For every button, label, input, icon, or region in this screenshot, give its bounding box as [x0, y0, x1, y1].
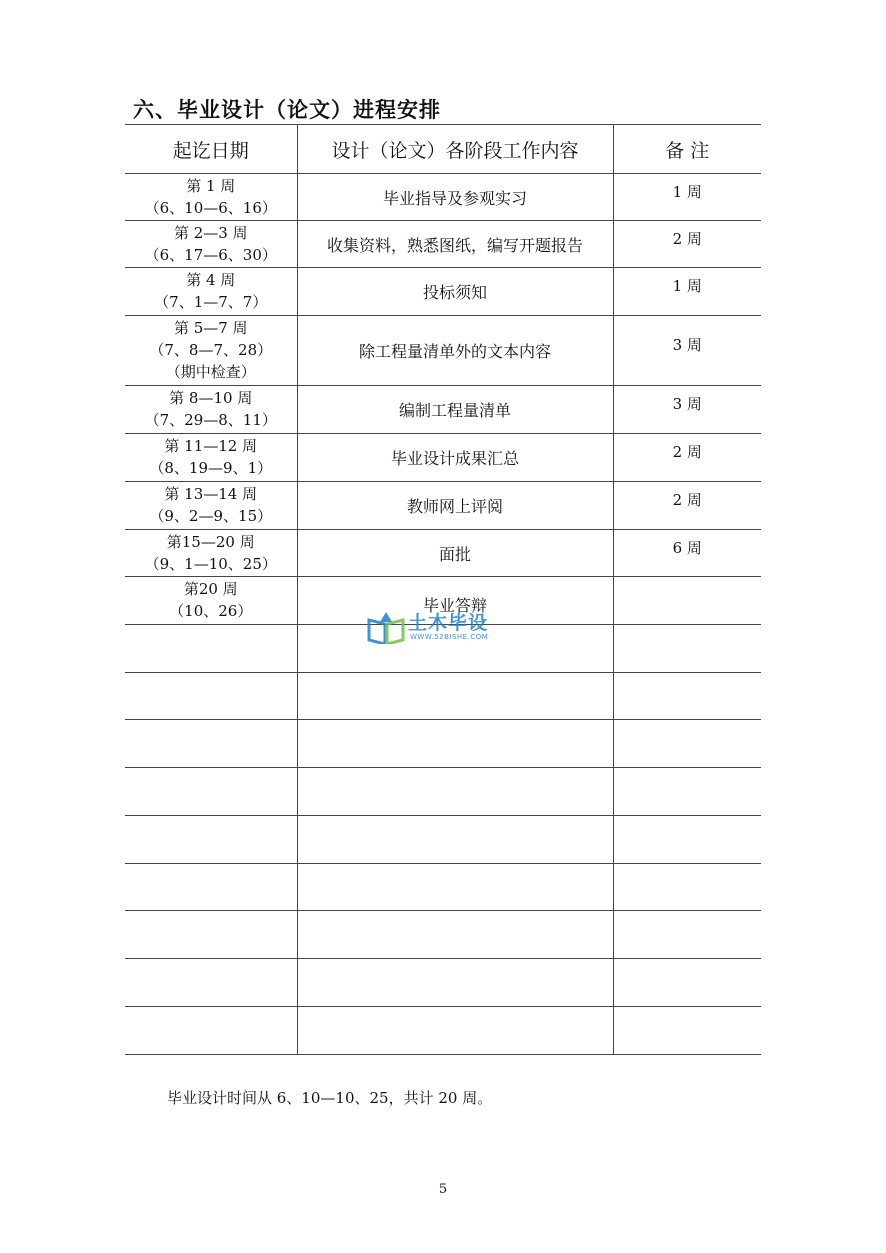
note-cell: 3 周: [613, 386, 761, 434]
note-cell: 6 周: [613, 530, 761, 577]
date-cell: [125, 386, 297, 434]
table-row: [125, 482, 761, 530]
week-label: 第 5—7 周: [173, 319, 248, 337]
table-row: [125, 268, 761, 316]
table-row: [125, 316, 761, 386]
date-range: （10、26）: [169, 602, 253, 620]
work-cell: 毕业设计成果汇总: [297, 434, 613, 482]
duration-note: 毕业设计时间从 6、10—10、25，共计 20 周。: [167, 1089, 493, 1107]
page-number: 5: [438, 1182, 448, 1197]
table-row: [125, 386, 761, 434]
empty-row: [125, 720, 761, 768]
table-header-row: [125, 125, 761, 174]
date-range: （8、19—9、1）: [149, 459, 273, 477]
note-cell: 1 周: [613, 174, 761, 221]
note-cell: 1 周: [613, 268, 761, 316]
work-cell: 面批: [297, 530, 613, 577]
empty-cell: [613, 673, 761, 720]
work-cell: 除工程量清单外的文本内容: [297, 316, 613, 386]
work-cell: 收集资料，熟悉图纸，编写开题报告: [297, 221, 613, 268]
week-label: 第20 周: [183, 580, 238, 598]
table-row: [125, 174, 761, 221]
note-cell: 2 周: [613, 482, 761, 530]
work-cell: 编制工程量清单: [297, 386, 613, 434]
week-label: 第 13—14 周: [164, 485, 258, 503]
date-cell: [125, 530, 297, 577]
empty-cell: [613, 720, 761, 768]
empty-cell: [125, 959, 297, 1007]
empty-cell: [125, 673, 297, 720]
work-cell: 毕业答辩: [297, 577, 613, 625]
midterm-note: （期中检查）: [165, 363, 256, 381]
empty-cell: [613, 864, 761, 911]
empty-cell: [297, 959, 613, 1007]
date-cell: [125, 268, 297, 316]
week-label: 第15—20 周: [166, 533, 255, 551]
watermark-text: 土木毕设: [408, 612, 489, 634]
week-label: 第 4 周: [186, 271, 236, 289]
empty-cell: [613, 816, 761, 864]
empty-cell: [125, 625, 297, 673]
book-icon: [366, 608, 406, 644]
table-row: [125, 221, 761, 268]
table-row: [125, 530, 761, 577]
week-label: 第 11—12 周: [164, 437, 258, 455]
note-cell: [613, 577, 761, 625]
date-range: （9、1—10、25）: [144, 555, 277, 573]
note-cell: 2 周: [613, 221, 761, 268]
date-cell: [125, 316, 297, 386]
empty-row: [125, 959, 761, 1007]
date-cell: [125, 482, 297, 530]
date-cell: [125, 174, 297, 221]
week-label: 第 2—3 周: [173, 224, 248, 242]
empty-cell: [297, 816, 613, 864]
empty-cell: [613, 959, 761, 1007]
empty-cell: [297, 673, 613, 720]
section-heading: 六、毕业设计（论文）进程安排: [133, 98, 441, 122]
empty-cell: [613, 625, 761, 673]
work-cell: 毕业指导及参观实习: [297, 174, 613, 221]
column-header-work: 设计（论文）各阶段工作内容: [297, 125, 613, 174]
schedule-table: [125, 124, 761, 1055]
date-range: （7、29—8、11）: [144, 411, 277, 429]
note-cell: 3 周: [613, 316, 761, 386]
date-range: （6、17—6、30）: [144, 246, 277, 264]
empty-cell: [125, 911, 297, 959]
note-cell: 2 周: [613, 434, 761, 482]
empty-row: [125, 864, 761, 911]
date-range: （7、1—7、7）: [154, 293, 268, 311]
work-cell: 教师网上评阅: [297, 482, 613, 530]
date-range: （6、10—6、16）: [144, 199, 277, 217]
date-cell: [125, 221, 297, 268]
empty-cell: [297, 1007, 613, 1055]
empty-row: [125, 1007, 761, 1055]
empty-cell: [613, 768, 761, 816]
week-label: 第 1 周: [186, 177, 236, 195]
column-header-notes: 备 注: [613, 125, 761, 174]
watermark-logo: [366, 606, 526, 646]
empty-cell: [297, 911, 613, 959]
empty-cell: [297, 864, 613, 911]
watermark-url: WWW.52BISHE.COM: [410, 633, 489, 641]
empty-cell: [613, 911, 761, 959]
empty-row: [125, 768, 761, 816]
empty-row: [125, 673, 761, 720]
empty-cell: [297, 720, 613, 768]
empty-cell: [125, 816, 297, 864]
empty-row: [125, 816, 761, 864]
table-row: [125, 434, 761, 482]
work-cell: 投标须知: [297, 268, 613, 316]
empty-cell: [125, 1007, 297, 1055]
date-range: （9、2—9、15）: [149, 507, 273, 525]
week-label: 第 8—10 周: [169, 389, 253, 407]
empty-row: [125, 911, 761, 959]
date-cell: [125, 577, 297, 625]
empty-cell: [125, 864, 297, 911]
date-cell: [125, 434, 297, 482]
empty-cell: [125, 720, 297, 768]
empty-cell: [613, 1007, 761, 1055]
date-range: （7、8—7、28）: [149, 341, 273, 359]
empty-cell: [125, 768, 297, 816]
empty-cell: [297, 768, 613, 816]
column-header-dates: 起讫日期: [125, 125, 297, 174]
